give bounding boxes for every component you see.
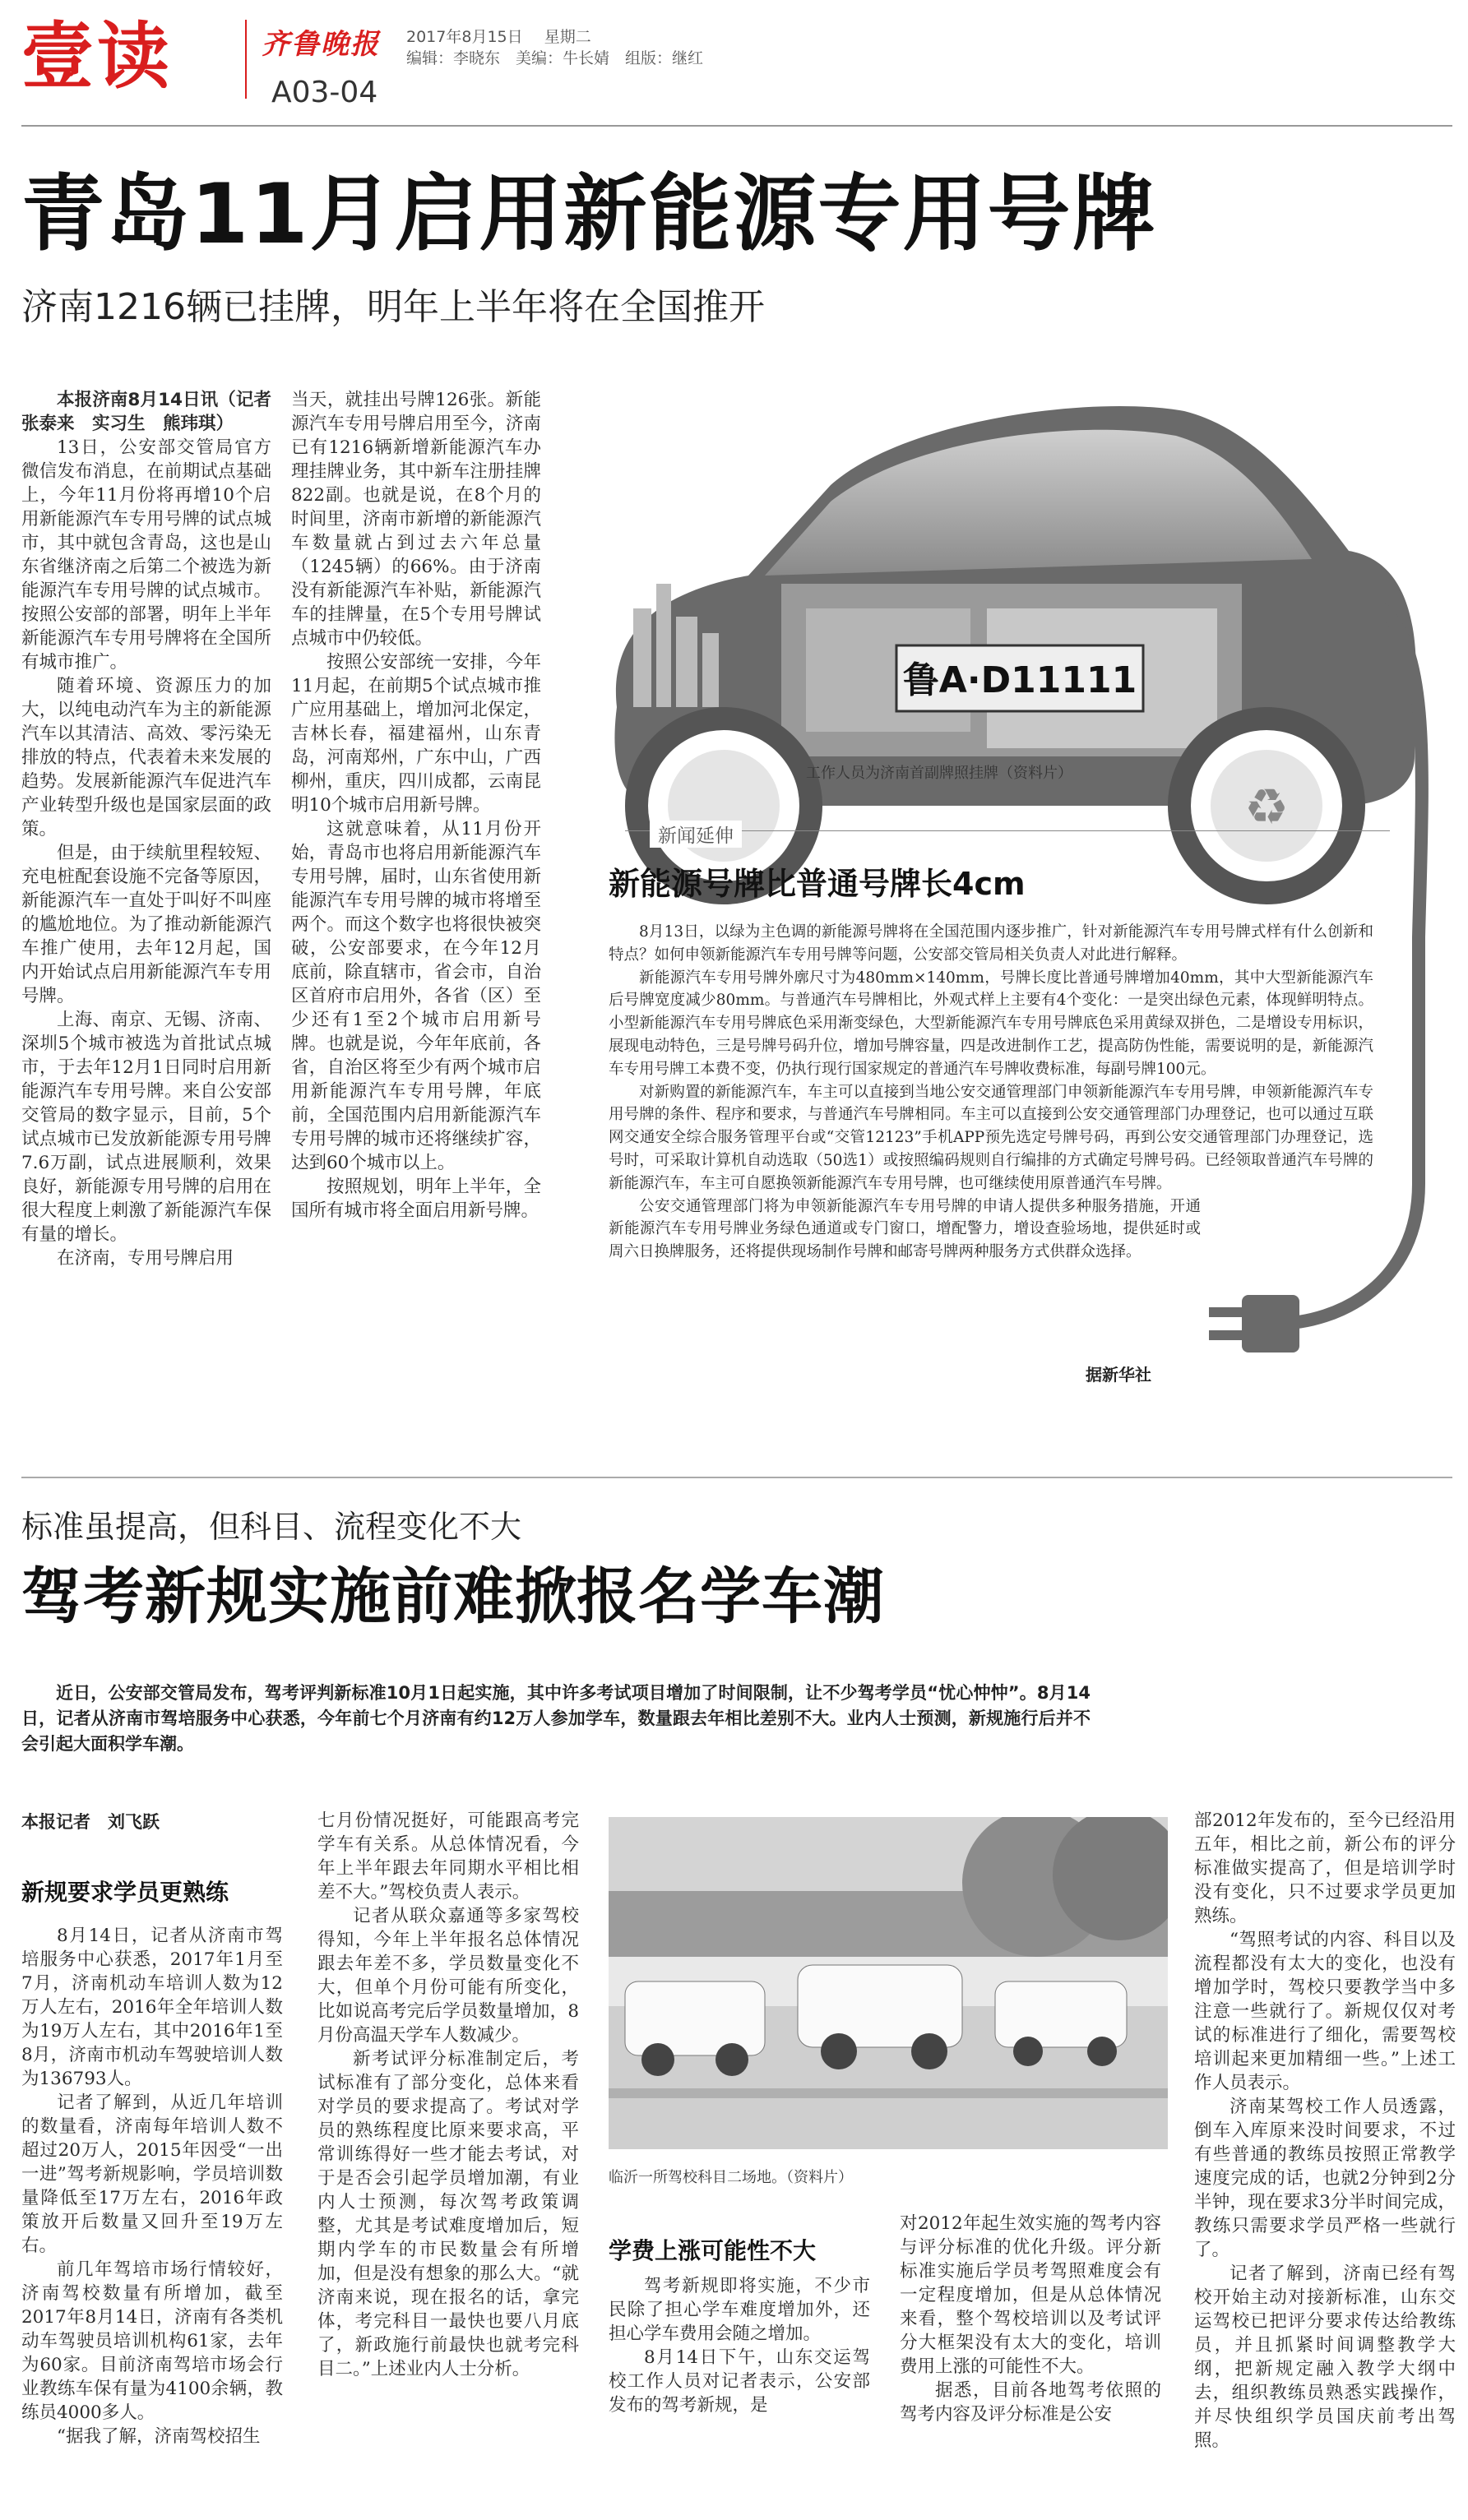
article2-lead [21,1681,1091,1757]
paragraph: 新能源汽车专用号牌外廓尺寸为480mm×140mm，号牌长度比普通号牌增加40mm，其中大型新能源汽车后号牌宽度减少80mm。与普通汽车号牌相比，外观式样上主要有4个变化：一是突出绿色元素，体现鲜明特点。小型新能源汽车专用号牌底色采用渐变绿色，大型新能源汽车专用号牌底色采用黄绿双拼色，二是增设专用标识，展现电动特色，三是号牌号码升位，增加号牌容量，四是改进制作工艺，提高防伪性能，需要说明的是，新能源汽车专用号牌工本费不变，仍执行现行国家规定的普通汽车号牌收费标准，每副号牌100元。 [609,969,1373,1078]
paragraph: 驾考新规即将实施，不少市民除了担心学车难度增加外，还担心学车费用会随之增加。 [609,2276,870,2344]
paragraph: 上海、南京、无锡、济南、深圳5个城市被选为首批试点城市，于去年12月1日同时启用新能源汽车专用号牌。来自公安部交管局的数字显示，目前，5个试点城市已发放新能源专用号牌7.6万副，试点进展顺利，效果良好，新能源专用号牌的启用在很大程度上刺激了新能源汽车保有量的增长。 [21,1010,271,1245]
paragraph: 新考试评分标准制定后，考试标准有了部分变化，总体来看对学员的要求提高了。考试对学员的熟练程度比原来要求高，平常训练得好一些才能去考试，对于是否会引起学员增加潮，有业内人士预测，每次驾考政策调整，尤其是考试难度增加后，短期内学车的市民数量会有所增加，但是没有想象的那么大。“就济南来说，现在报名的话，拿完体，考完科目一最快也要八月底了，新政施行前最快也就考完科目二。”上述业内人士分析。 [317,2049,579,2379]
article1-subhead: 济南1216辆已挂牌，明年上半年将在全国推开 [21,286,765,328]
sidebar-body [609,921,1373,1264]
paragraph: 这就意味着，从11月份开始，青岛市也将启用新能源汽车专用号牌，届时，山东省使用新能源汽车专用号牌的城市将增至两个。而这个数字也将很快被突破，公安部要求，在今年12月底前，除直辖市，省会市，自治区首府市启用外，各省（区）至少还有1至2个城市启用新号牌。也就是说，今年年底前，各省，自治区将至少有两个城市启用新能源汽车专用号牌，年底前，全国范围内启用新能源汽车专用号牌的城市还将继续扩容，达到60个城市以上。 [291,819,541,1173]
license-plate-text: 鲁A·D11111 [902,659,1137,701]
masthead-divider [245,20,247,99]
paragraph: 前几年驾培市场行情较好，济南驾校数量有所增加，截至2017年8月14日，济南有各类机动车驾驶员培训机构61家，去年为60家。目前济南驾培市场会行业教练车保有量为4100余辆，教练员4000多人。 [21,2259,283,2423]
paper-logo: 齐鲁晚报 [262,28,380,61]
article2-kicker: 标准虽提高，但科目、流程变化不大 [21,1509,522,1545]
article2-column-3 [609,2274,870,2417]
paragraph: “驾照考试的内容、科目以及流程都没有太大的变化，也没有增加学时，驾校只要教学当中多注意一些就行了。新规仅仅对考试的标准进行了细化，需要驾校培训起来更加精细一些。”上述工作人员表示。 [1194,1930,1456,2093]
paragraph: 部2012年发布的，至今已经沿用五年，相比之前，新公布的评分标准做实提高了，但是培训学时没有变化，只不过要求学员更加熟练。 [1194,1810,1456,1926]
article2-column-4 [900,2212,1161,2426]
article2-subhead-2: 学费上涨可能性不大 [609,2237,817,2264]
article-divider [21,1477,1452,1478]
paragraph: 记者从联众嘉通等多家驾校得知，今年上半年报名总体情况跟去年差不多，学员数量变化不大，但单个月份可能有所变化，比如说高考完后学员数量增加，8月份高温天学车人数减少。 [317,1906,579,2046]
sidebar-source: 据新华社 [1086,1365,1151,1385]
paragraph: 13日，公安部交管局官方微信发布消息，在前期试点基础上，今年11月份将再增10个启用新能源汽车专用号牌的试点城市，其中就包含青岛，这也是山东省继济南之后第二个被选为新能源汽车专用号牌的试点城市。按照公安部的部署，明年上半年新能源汽车专用号牌将在全国所有城市推广。 [21,437,271,673]
paragraph: 在济南，专用号牌启用 [57,1248,234,1269]
paragraph: 对2012年起生效实施的驾考内容与评分标准的优化升级。评分新标准实施后学员考驾照难度会有一定程度增加，但是从总体情况来看，整个驾校培训以及考试评分大框架没有太大的变化，培训费用上涨的可能性不大。 [900,2213,1161,2377]
article2-column-2 [317,1809,579,2381]
article2-headline: 驾考新规实施前难掀报名学车潮 [21,1561,885,1632]
article2-byline: 本报记者 刘飞跃 [21,1812,160,1832]
paragraph: “据我了解，济南驾校招生 [57,2426,261,2447]
article2-column-5 [1194,1809,1456,2453]
masthead-rule [21,125,1452,127]
article2-column-1 [21,1924,283,2448]
paragraph: 8月14日，记者从济南市驾培服务中心获悉，2017年1月至7月，济南机动车培训人数为12万人左右，2016年全年培训人数为19万人左右，其中2016年1至8月，济南市机动车驾驶培训人数为136793人。 [21,1926,283,2089]
article1-column-2 [291,388,541,1223]
paragraph: 按照公安部统一安排，今年11月起，在前期5个试点城市推广应用基础上，增加河北保定，吉林长春，福建福州，山东青岛，河南郑州，广东中山，广西柳州，重庆，四川成都，云南昆明10个城市启用新号牌。 [291,652,541,816]
paragraph: 七月份情况挺好，可能跟高考完学车有关系。从总体情况看，今年上半年跟去年同期水平相比相差不大。”驾校负责人表示。 [317,1810,579,1903]
paragraph: 济南某驾校工作人员透露，倒车入库原来没时间要求，不过有些普通的教练员按照正常教学速度完成的话，也就2分钟到2分半钟，现在要求3分半时间完成，教练只需要求学员严格一些就行了。 [1194,2097,1456,2260]
paragraph: 按照规划，明年上半年，全国所有城市将全面启用新号牌。 [291,1177,541,1221]
sidebar-title: 新能源号牌比普通号牌长4cm [609,866,1026,902]
weekday-text: 星期二 [544,28,591,46]
paragraph: 近日，公安部交管局发布，驾考评判新标准10月1日起实施，其中许多考试项目增加了时间限制，让不少驾考学员“忧心忡忡”。8月14日，记者从济南市驾培服务中心获悉，今年前七个月济南有约12万人参加学车，数量跟去年相比差别不大。业内人士预测，新规施行后并不会引起大面积学车潮。 [21,1683,1091,1754]
article1-column-1 [21,388,289,1270]
article1-headline: 青岛11月启用新能源专用号牌 [21,165,1157,262]
article1-byline: 本报济南8月14日讯（记者 张泰来 实习生 熊玮琪） [21,390,289,434]
paragraph: 8月13日，以绿为主色调的新能源号牌将在全国范围内逐步推广，针对新能源汽车专用号牌式样有什么创新和特点？如何申领新能源汽车专用号牌等问题，公安部交管局相关负责人对此进行解释。 [609,923,1373,964]
article1-photo-caption: 工作人员为济南首副牌照挂牌（资料片） [806,765,1072,782]
paragraph: 但是，由于续航里程较短、充电桩配套设施不完备等原因，新能源汽车一直处于叫好不叫座的尴尬地位。为了推动新能源汽车推广使用，去年12月起，国内开始试点启用新能源汽车专用号牌。 [21,843,271,1006]
paragraph: 据悉，目前各地驾考依照的驾考内容及评分标准是公安 [900,2380,1161,2425]
editors-line: 编辑：李晓东 美编：牛长婧 组版：继红 [406,49,704,67]
driving-school-photo [609,1817,1168,2149]
paragraph: 8月14日下午，山东交运驾校工作人员对记者表示，公安部发布的驾考新规，是 [609,2347,870,2416]
article2-subhead-1: 新规要求学员更熟练 [21,1879,229,1906]
article2-photo-caption: 临沂一所驾校科目二场地。（资料片） [609,2169,853,2186]
issue-date [406,25,591,47]
paragraph: 随着环境、资源压力的加大，以纯电动汽车为主的新能源汽车以其清洁、高效、零污染无排放的特点，代表着未来发展的趋势。发展新能源汽车促进汽车产业转型升级也是国家层面的政策。 [21,676,271,839]
date-text: 2017年8月15日 [406,28,523,46]
sidebar-tag: 新闻延伸 [650,821,742,848]
recycle-icon: ♻ [1244,779,1289,836]
paragraph: 记者了解到，济南已经有驾校开始主动对接新标准，山东交运驾校已把评分要求传达给教练员，并且抓紧时间调整教学大纲，把新规定融入教学大纲中去，组织教练员熟悉实践操作，并尽快组织学员国庆前考出驾照。 [1194,2263,1456,2451]
plug-icon [1242,1295,1299,1352]
paragraph: 记者了解到，从近几年培训的数量看，济南每年培训人数不超过20万人，2015年因受“一出一进”驾考新规影响，学员培训数量降低至17万左右，2016年政策放开后数量又回升至19万左右。 [21,2092,283,2256]
section-title: 壹读 [21,14,174,99]
page-number: A03-04 [271,76,378,109]
paragraph: 对新购置的新能源汽车，车主可以直接到当地公安交通管理部门申领新能源汽车专用号牌，申领新能源汽车专用号牌的条件、程序和要求，与普通汽车号牌相同。车主可以直接到公安交通管理部门办理登记，也可以通过互联网交通安全综合服务管理平台或“交管12123”手机APP预先选定号牌号码，再到公安交通管理部门办理登记，选号时，可采取计算机自动选取（50选1）或按照编码规则自行编排的方式确定号牌号码。已经领取普通汽车号牌的新能源汽车，车主可自愿换领新能源汽车专用号牌，也可继续使用原普通汽车号牌。 [609,1083,1373,1192]
paragraph: 公安交通管理部门将为申领新能源汽车专用号牌的申请人提供多种服务措施，开通新能源汽车专用号牌业务绿色通道或专门窗口，增配警力，增设查验场地，提供延时或周六日换牌服务，还将提供现场制作号牌和邮寄号牌两种服务方式供群众选择。 [609,1197,1201,1261]
paragraph: 当天，就挂出号牌126张。新能源汽车专用号牌启用至今，济南已有1216辆新增新能源汽车办理挂牌业务，其中新车注册挂牌822副。也就是说，在8个月的时间里，济南市新增的新能源汽车数量就占到过去六年总量（1245辆）的66%。由于济南没有新能源汽车补贴，新能源汽车的挂牌量，在5个专用号牌试点城市中仍较低。 [291,390,541,649]
